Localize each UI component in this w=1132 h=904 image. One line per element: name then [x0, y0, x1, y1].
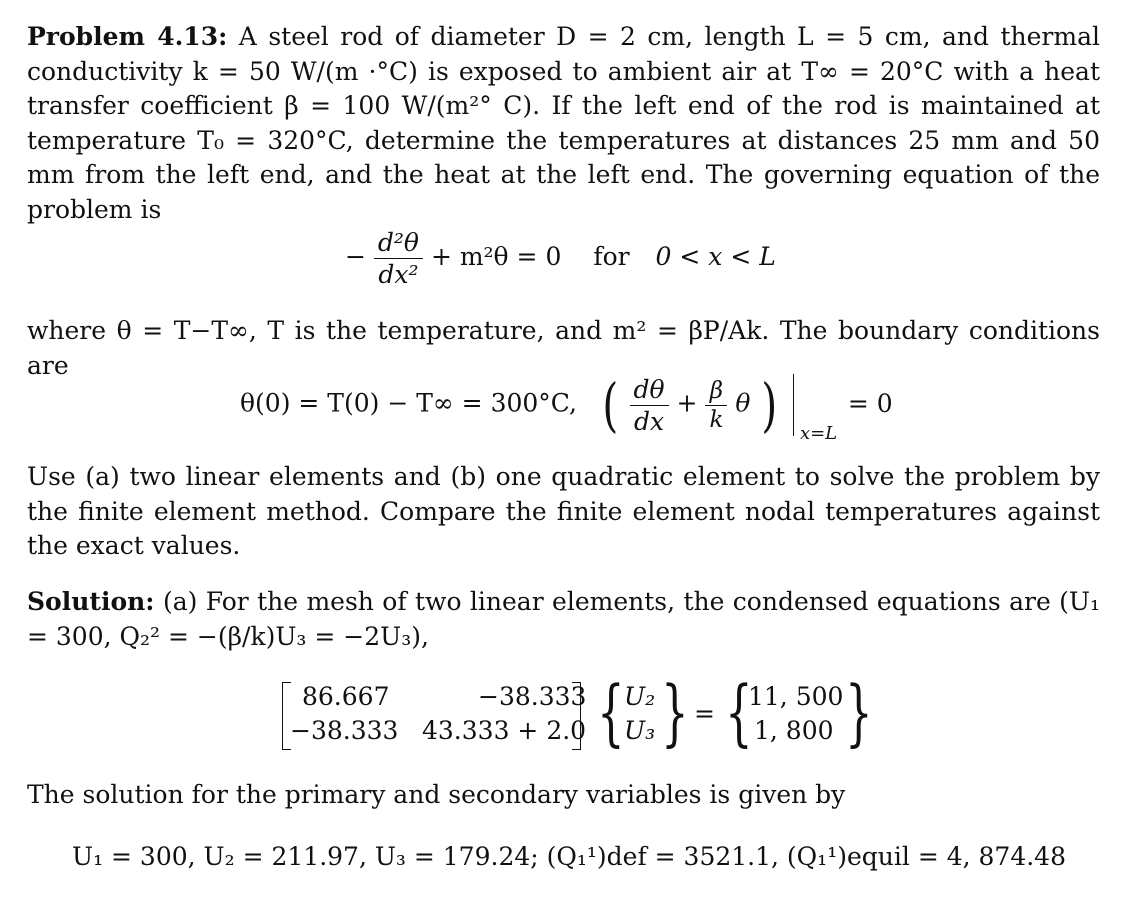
- eq1-denominator: dx²: [378, 260, 419, 289]
- where-text: where θ = T−T∞, T is the temperature, and m² = βP/Ak. The boundary conditions are: [27, 316, 1100, 380]
- matrix-a22: 43.333 + 2.0: [422, 716, 587, 745]
- governing-equation: [345, 228, 776, 289]
- bc-left-paren: (: [602, 371, 619, 439]
- bc-left: θ(0) = T(0) − T∞ = 300°C,: [240, 388, 577, 418]
- vector-u2: U₂: [624, 682, 656, 711]
- eq1-rest: + m²θ = 0: [430, 242, 562, 271]
- bc-fraction-dtheta-dx: [630, 375, 669, 436]
- rhs-f2: 1, 800: [754, 716, 834, 745]
- eq1-minus: −: [345, 242, 366, 271]
- solution-followup: [27, 778, 1100, 813]
- vector-left-brace: {: [597, 670, 625, 754]
- bc-num2: β: [705, 378, 727, 406]
- solution-results: [72, 842, 1066, 871]
- instruction-text: Use (a) two linear elements and (b) one quadratic element to solve the problem by the finite element method. Compare the finite element nodal temperatures against the exact values.: [27, 462, 1100, 561]
- solution-followup-text: The solution for the primary and secondary variables is given by: [27, 780, 846, 809]
- rhs-left-brace: {: [725, 670, 753, 754]
- matrix-a12: −38.333: [478, 682, 587, 711]
- matrix-a21: −38.333: [290, 716, 399, 745]
- bc-den2: k: [709, 406, 724, 433]
- vector-u3: U₃: [624, 716, 656, 745]
- matrix-a11: 86.667: [302, 682, 390, 711]
- eq1-domain: 0 < x < L: [655, 242, 776, 271]
- bc-right-paren: ): [761, 371, 778, 439]
- vector-right-brace: }: [661, 670, 689, 754]
- instruction-paragraph: [27, 460, 1100, 564]
- condensed-equations-matrix: [270, 670, 873, 754]
- solution-text: (a) For the mesh of two linear elements, the condensed equations are (U₁ = 300, Q₂² = −(β/k)U₃ = −2U₃),: [27, 587, 1100, 651]
- rhs-f1: 11, 500: [748, 682, 844, 711]
- eq1-numerator: d²θ: [374, 228, 423, 259]
- eq1-for: for: [593, 242, 630, 271]
- boundary-conditions-equation: [240, 371, 893, 444]
- problem-text: A steel rod of diameter D = 2 cm, length L = 5 cm, and thermal conductivity k = 50 W/(m ·°C) is exposed to ambient air at T∞ = 20°C with a heat transfer coefficient β = 100 W/(m²° C). If the left end of the rod is maintained at temperature T₀ = 320°C, determine the temperatures at distances 25 mm and 50 mm from the left end, and the heat at the left end. The governing equation of the problem is: [27, 22, 1100, 224]
- matrix-right-bracket: [572, 682, 581, 750]
- bc-eval-subscript: x=L: [799, 423, 838, 444]
- where-statement: [27, 314, 1100, 383]
- bc-evaluation-bar: [793, 374, 838, 444]
- bc-den1: dx: [634, 406, 665, 436]
- bc-rhs: = 0: [847, 388, 893, 418]
- eq1-derivative-fraction: [374, 228, 423, 289]
- results-text: U₁ = 300, U₂ = 211.97, U₃ = 179.24; (Q₁¹)def = 3521.1, (Q₁¹)equil = 4, 874.48: [72, 842, 1066, 871]
- problem-statement: [27, 20, 1100, 228]
- bc-plus: +: [676, 388, 698, 418]
- rhs-right-brace: }: [845, 670, 873, 754]
- problem-label: Problem 4.13:: [27, 22, 228, 51]
- solution-paragraph: [27, 585, 1100, 654]
- solution-label: Solution:: [27, 587, 155, 616]
- bc-num1: dθ: [630, 375, 669, 406]
- matrix-equals: =: [694, 699, 715, 728]
- bc-theta: θ: [735, 388, 751, 418]
- bc-fraction-beta-k: [705, 378, 727, 433]
